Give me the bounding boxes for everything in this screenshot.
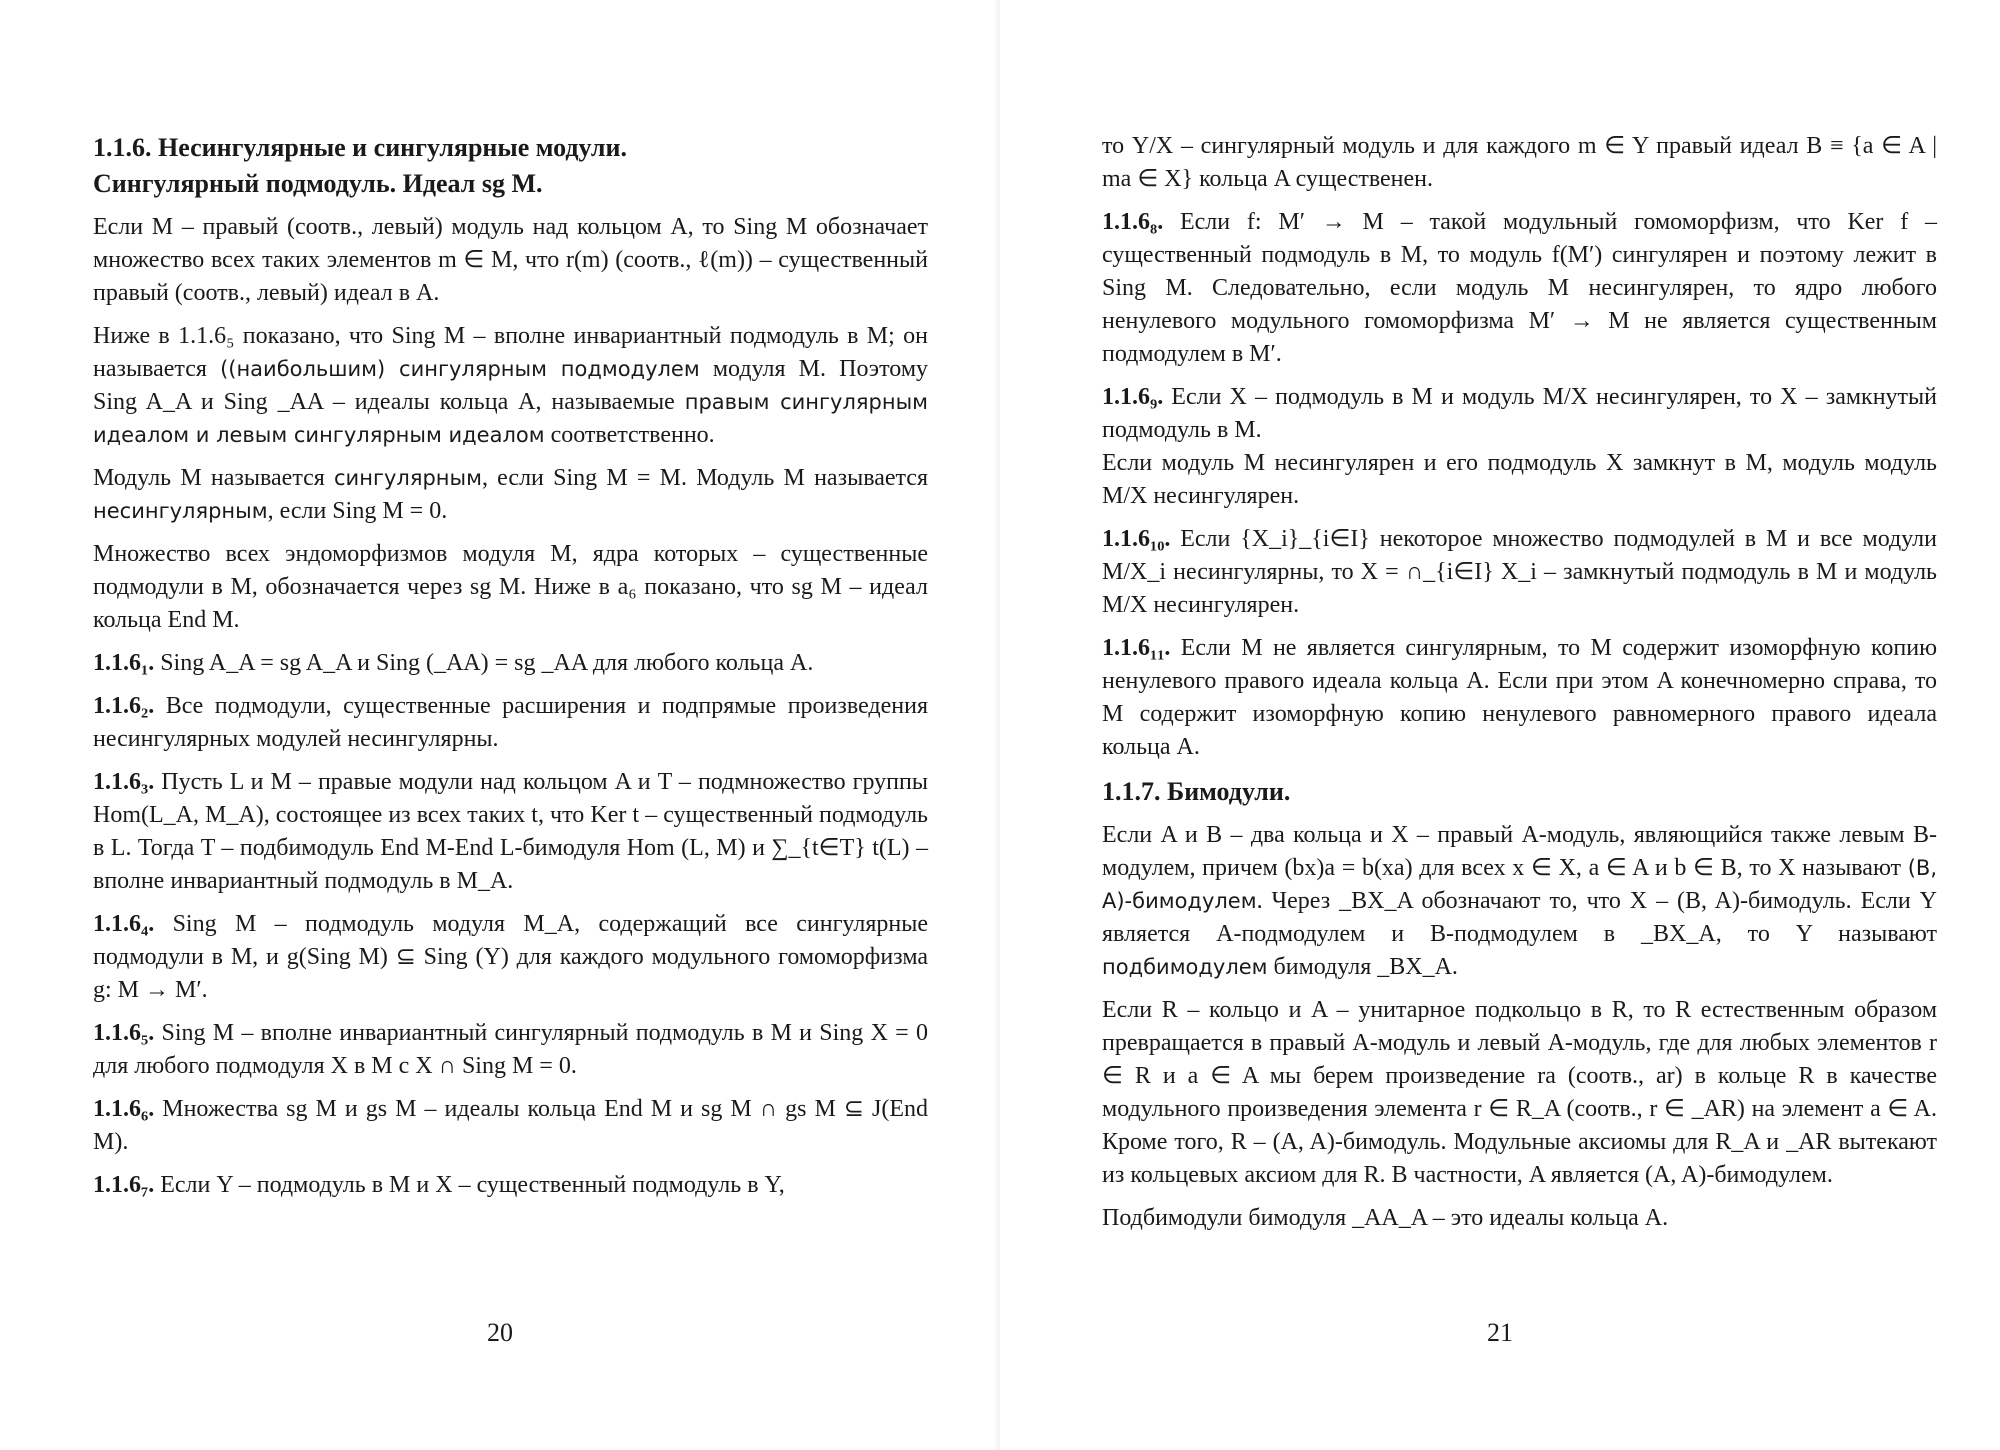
item-1-1-6-3 (93, 766, 928, 898)
page-number-left: 20 (487, 1318, 513, 1347)
item-text: Sing A_A = sg A_A и Sing (_AA) = sg _AA для любого кольца A. (154, 650, 814, 676)
text-run: Модуль M называется (93, 465, 335, 491)
item-label: 1.1.6₃. (93, 769, 155, 795)
section-heading-1-1-7: 1.1.7. Бимодули. (1102, 777, 1291, 806)
text-run: Если A и B – два кольца и X – правый A-модуль, являющийся также левым B-модулем, причем (bx)a = b(xa) для всех x ∈ X, a ∈ A и b ∈ B, то X называют (1102, 822, 1937, 881)
paragraph-ring-as-bimodule: Если R – кольцо и A – унитарное подкольцо в R, то R естественным образом превращается в правый A-модуль и левый A-модуль, где для любых элементов r ∈ R и a ∈ A мы берем произведение ra (соотв., ar) в кольце R в качестве модульного произведения элемента r ∈ R_A (соотв., r ∈ _AR) на элемент a ∈ A. Кроме того, R – (A, A)-бимодуль. Модульные аксиомы для R_A и _AR вытекают из кольцевых аксиом для R. В частности, A является (A, A)-бимодулем. (1102, 997, 1937, 1188)
item-1-1-6-2 (93, 690, 928, 756)
term-singular: сингулярным (334, 466, 482, 490)
paragraph-sing-definition: Если M – правый (соотв., левый) модуль над кольцом A, то Sing M обозначает множество всех таких элементов m ∈ M, что r(m) (соотв., ℓ(m)) – существенный правый (соотв., левый) идеал в A. (93, 214, 928, 306)
term-singular-ideals: правым сингулярным идеалом и левым сингулярным идеалом (93, 390, 928, 447)
paragraph-bimodule-definition (1102, 819, 1937, 984)
item-text: Пусть L и M – правые модули над кольцом A и T – подмножество группы Hom(L_A, M_A), состоящее из всех таких t, что Ker t – существенный подмодуль в L. Тогда T – подбимодуль End M-End L-бимодуля Hom (L, M) и ∑_{t∈T} t(L) – вполне инвариантный подмодуль в M_A. (93, 769, 928, 894)
item-text: Все подмодули, существенные расширения и подпрямые произведения несингулярных модулей несингулярны. (93, 693, 928, 752)
item-1-1-6-4 (93, 908, 928, 1007)
text-run: , если Sing M = M. Модуль M называется (481, 465, 928, 491)
item-label: 1.1.6₉. (1102, 384, 1164, 410)
item-text: Sing M – вполне инвариантный сингулярный подмодуль в M и Sing X = 0 для любого подмодуля X в M с X ∩ Sing M = 0. (93, 1020, 928, 1079)
item-text: Если {X_i}_{i∈I} некоторое множество подмодулей в M и все модули M/X_i несингулярны, то X = ∩_{i∈I} X_i – замкнутый подмодуль в M и модуль M/X несингулярен. (1102, 526, 1937, 618)
text-run: . Через _BX_A обозначают то, что X – (B, A)-бимодуль. Если Y является A-подмодулем и B-подмодулем в _BX_A, то Y называют (1102, 888, 1937, 947)
term-subbimodule: подбимодулем (1102, 955, 1268, 979)
text-run: , если Sing M = 0. (267, 498, 448, 524)
right-page (1000, 0, 2000, 1450)
item-1-1-6-5 (93, 1017, 928, 1083)
page-number-right: 21 (1487, 1318, 1513, 1347)
section-heading-1-1-6 (93, 130, 928, 202)
heading-line-1: 1.1.6. Несингулярные и сингулярные модули. (93, 133, 627, 162)
item-label: 1.1.6₆. (93, 1096, 155, 1122)
left-text-column (93, 130, 928, 1212)
text-run: бимодуля _BX_A. (1267, 954, 1458, 980)
item-text: Если f: M′ → M – такой модульный гомоморфизм, что Ker f – существенный подмодуль в M, то модуль f(M′) сингулярен и поэтому лежит в Sing M. Следовательно, если модуль M несингулярен, то ядро любого ненулевого модульного гомоморфизма M′ → M не является существенным подмодулем в M′. (1102, 209, 1937, 367)
heading-line-2: Сингулярный подмодуль. Идеал sg M. (93, 169, 543, 198)
paragraph-singular-submodule (93, 320, 928, 452)
item-text: Sing M – подмодуль модуля M_A, содержащий все сингулярные подмодули в M, и g(Sing M) ⊆ Sing (Y) для каждого модульного гомоморфизма g: M → M′. (93, 911, 928, 1003)
term-bimodule: (B, A)-бимодулем (1102, 856, 1938, 913)
item-1-1-6-9 (1102, 381, 1937, 513)
paragraph-sg-definition: Множество всех эндоморфизмов модуля M, ядра которых – существенные подмодули в M, обозначается через sg M. Ниже в a₆ показано, что sg M – идеал кольца End M. (93, 541, 928, 633)
item-1-1-6-7-continued: то Y/X – сингулярный модуль и для каждого m ∈ Y правый идеал B ≡ {a ∈ A | ma ∈ X} кольца A существенен. (1102, 133, 1937, 192)
item-text: Если Y – подмодуль в M и X – существенный подмодуль в Y, (154, 1172, 785, 1198)
item-text: Если M не является сингулярным, то M содержит изоморфную копию ненулевого правого идеала кольца A. Если при этом A конечномерно справа, то M содержит изоморфную копию ненулевого равномерного правого идеала кольца A. (1102, 635, 1937, 760)
item-1-1-6-11 (1102, 632, 1937, 764)
item-label: 1.1.6₂. (93, 693, 155, 719)
item-label: 1.1.6₄. (93, 911, 155, 937)
text-run: соответственно. (544, 422, 715, 448)
term-nonsingular: несингулярным (93, 499, 268, 523)
item-1-1-6-7 (93, 1169, 928, 1202)
paragraph-subbimodules-ideals: Подбимодули бимодуля _AA_A – это идеалы кольца A. (1102, 1205, 1669, 1231)
item-1-1-6-6 (93, 1093, 928, 1159)
item-label: 1.1.6₁. (93, 650, 155, 676)
item-1-1-6-1 (93, 647, 928, 680)
item-label: 1.1.6₈. (1102, 209, 1164, 235)
item-text-second: Если модуль M несингулярен и его подмодуль X замкнут в M, модуль модуль M/X несингулярен. (1102, 450, 1937, 509)
item-1-1-6-10 (1102, 523, 1937, 622)
term-singular-submodule: ((наибольшим) сингулярным подмодулем (220, 357, 700, 381)
item-text: Множества sg M и gs M – идеалы кольца End M и sg M ∩ gs M ⊆ J(End M). (93, 1096, 928, 1155)
right-text-column (1102, 130, 1937, 1245)
text-run: Ниже в 1.1.6₅ показано, что Sing M – вполне инвариантный подмодуль в M; он называется (93, 323, 928, 382)
item-1-1-6-8 (1102, 206, 1937, 371)
item-label: 1.1.6₅. (93, 1020, 155, 1046)
item-label: 1.1.6₇. (93, 1172, 155, 1198)
item-text: Если X – подмодуль в M и модуль M/X несингулярен, то X – замкнутый подмодуль в M. (1102, 384, 1937, 443)
text-run: модуля M. Поэтому Sing A_A и Sing _AA – идеалы кольца A, называемые (93, 356, 929, 415)
item-label: 1.1.6₁₀. (1102, 526, 1171, 552)
paragraph-singular-module (93, 462, 928, 528)
item-label: 1.1.6₁₁. (1102, 635, 1171, 661)
